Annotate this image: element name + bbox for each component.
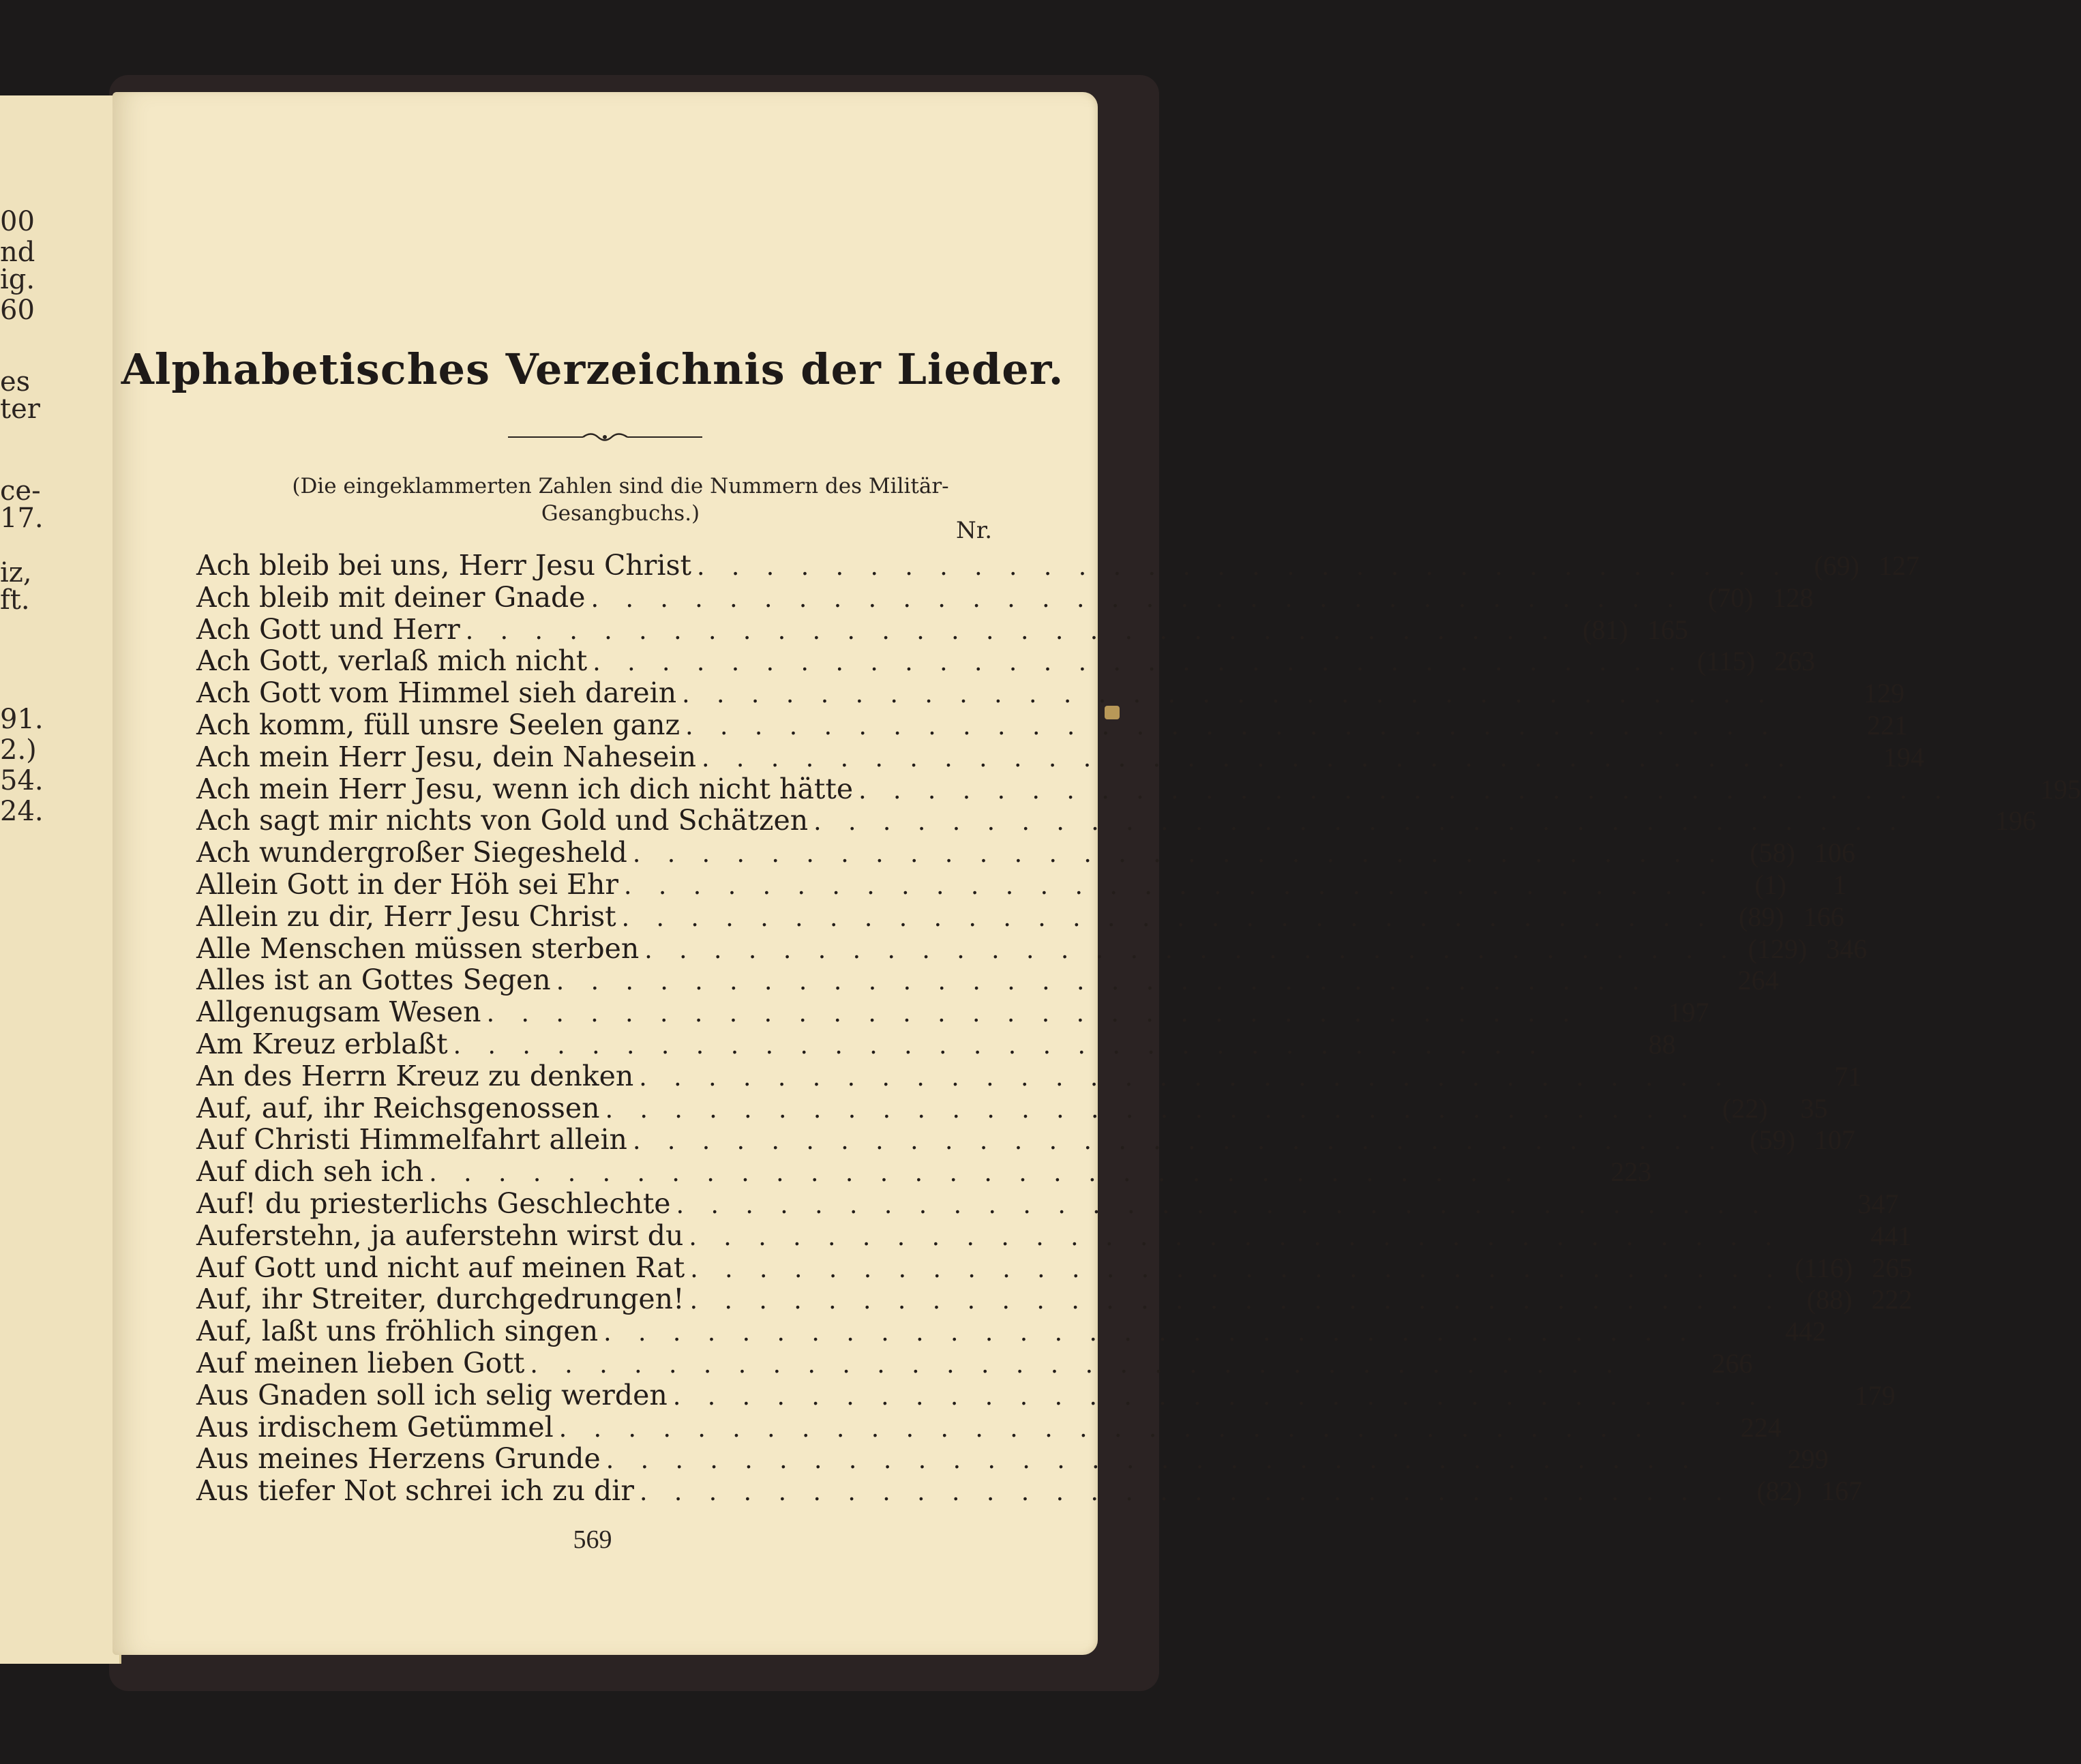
left-page-fragment: ig. [0, 264, 35, 295]
explanatory-note: (Die eingeklammerten Zahlen sind die Nummern des Militär-Gesangbuchs.) [292, 474, 949, 526]
index-row [196, 1315, 1827, 1348]
left-page-fragment: 17. [0, 503, 44, 534]
leader-dots: . . . . . . . . . . . . . . . . . . . . . . . . . . . . . . . . [632, 840, 1726, 869]
hymn-number: 179 [1854, 1379, 1896, 1411]
index-row [196, 804, 2037, 837]
leader-dots: . . . . . . . . . . . . . . . . . . . . . . . . . . . . . . . . [453, 1031, 1546, 1060]
hymn-title: Allgenugsam Wesen [196, 996, 481, 1029]
military-hymnal-number: (59) [1750, 1124, 1795, 1156]
hymn-number: 88 [1648, 1028, 1676, 1060]
left-page-fragment: iz, [0, 557, 32, 588]
hymn-number: 224 [1740, 1411, 1782, 1443]
military-hymnal-number: (82) [1756, 1476, 1802, 1507]
hymn-number: 222 [1871, 1284, 1913, 1315]
hymn-index-list [196, 549, 2081, 1508]
index-row [196, 867, 1846, 901]
leader-dots: . . . . . . . . . . . . . . . . . . . . . . . . . . . . . . . . [672, 1382, 1766, 1411]
hymn-number: 1 [1832, 869, 1846, 900]
leader-dots: . . . . . . . . . . . . . . . . . . . . . . . . . . . . . . . . [486, 1000, 1580, 1028]
hymn-title: Allein Gott in der Höh sei Ehr [196, 867, 619, 901]
leader-dots: . . . . . . . . . . . . . . . . . . . . . . . . . . . . . . . . [676, 1191, 1769, 1219]
leader-dots: . . . . . . . . . . . . . . . . . . . . . . . . . . . . . . . . [813, 808, 1907, 837]
hymn-title: Aus Gnaden soll ich selig werden [196, 1378, 668, 1411]
hymn-title: Alles ist an Gottes Segen [196, 963, 551, 997]
hymn-title: Allein zu dir, Herr Jesu Christ [196, 899, 616, 933]
leader-dots: . . . . . . . . . . . . . . . . . . . . . . . . . . . . . . . . [603, 1319, 1697, 1347]
military-hymnal-number: (58) [1750, 837, 1795, 869]
hymn-title: Ach mein Herr Jesu, wenn ich dich nicht hätte [196, 772, 854, 805]
index-row [196, 1474, 1862, 1508]
military-hymnal-number: (115) [1697, 646, 1756, 677]
leader-dots: . . . . . . . . . . . . . . . . . . . . . . . . . . . . . . . . [605, 1095, 1698, 1124]
index-row [196, 612, 1688, 646]
hymn-number: 347 [1857, 1188, 1899, 1219]
hymn-number: 35 [1800, 1092, 1828, 1124]
leader-dots: . . . . . . . . . . . . . . . . . . . . . . . . . . . . . . . . [702, 744, 1795, 773]
index-row [196, 1378, 1896, 1411]
hymn-number: 107 [1814, 1124, 1855, 1156]
hymn-title: Ach Gott, verlaß mich nicht [196, 644, 588, 678]
hymn-title: Ach mein Herr Jesu, dein Nahesein [196, 740, 697, 773]
hymn-title: Auf dich seh ich [196, 1155, 424, 1189]
page-title: Alphabetisches Verzeichnis der Lieder. [121, 344, 1064, 394]
leader-dots: . . . . . . . . . . . . . . . . . . . . . . . . . . . . . . . . [632, 1127, 1726, 1156]
hymn-number: 129 [1863, 678, 1905, 709]
hymn-number: 346 [1826, 933, 1868, 964]
index-row [196, 899, 1844, 933]
index-row [196, 1346, 1753, 1379]
leader-dots: . . . . . . . . . . . . . . . . . . . . . . . . . . . . . . . . [530, 1350, 1623, 1379]
leader-dots: . . . . . . . . . . . . . . . . . . . . . . . . . . . . . . . . [590, 584, 1684, 613]
hymn-number: 166 [1803, 901, 1844, 932]
hymn-title: Ach wundergroßer Siegesheld [196, 836, 627, 869]
leader-dots: . . . . . . . . . . . . . . . . . . . . . . . . . . . . . . . . [558, 1414, 1652, 1443]
index-row [196, 836, 1855, 869]
hymn-title: Ach sagt mir nichts von Gold und Schätzen [196, 804, 809, 837]
military-hymnal-number: (81) [1583, 614, 1628, 645]
hymn-number: 128 [1772, 582, 1814, 613]
hymn-title: Am Kreuz erblaßt [196, 1027, 448, 1060]
index-row [196, 708, 1908, 741]
hymn-title: Ach Gott und Herr [196, 612, 460, 646]
left-page-fragment: 00 [0, 206, 35, 237]
military-hymnal-number: (69) [1814, 550, 1859, 581]
hymn-number: 71 [1834, 1060, 1862, 1092]
leader-dots: . . . . . . . . . . . . . . . . . . . . . . . . . . . . . . . . [639, 1063, 1733, 1092]
leader-dots: . . . . . . . . . . . . . . . . . . . . . . . . . . . . . . . . [621, 903, 1715, 932]
hymn-number: 165 [1647, 614, 1688, 645]
military-hymnal-number: (1) [1754, 869, 1786, 900]
leader-dots: . . . . . . . . . . . . . . . . . . . . . . . . . . . . . . . . [690, 1255, 1784, 1283]
hymn-number: 106 [1814, 837, 1855, 869]
hymn-title: Aus tiefer Not schrei ich zu dir [196, 1474, 635, 1508]
military-hymnal-number: (22) [1722, 1092, 1768, 1124]
index-row [196, 1059, 1862, 1092]
index-row [196, 549, 1919, 582]
hymn-number: 263 [1774, 646, 1816, 677]
hymn-title: Auf! du priesterlichs Geschlechte [196, 1186, 671, 1220]
index-row [196, 996, 1709, 1029]
index-row [196, 1251, 1913, 1284]
left-page [0, 95, 121, 1664]
leader-dots: . . . . . . . . . . . . . . . . . . . . . . . . . . . . . . . . [624, 871, 1717, 900]
index-row [196, 1442, 1829, 1476]
hymn-number: 265 [1872, 1252, 1913, 1283]
leader-dots: . . . . . . . . . . . . . . . . . . . . . . . . . . . . . . . . [644, 936, 1738, 964]
military-hymnal-number: (70) [1707, 582, 1754, 613]
hymn-title: Alle Menschen müssen sterben [196, 931, 640, 965]
index-row [196, 1091, 1828, 1124]
hymn-title: Ach Gott vom Himmel sieh darein [196, 676, 677, 710]
left-page-fragment: es [0, 366, 31, 398]
hymn-number: 221 [1867, 709, 1908, 741]
index-row [196, 1410, 1782, 1444]
hymn-number: 299 [1787, 1444, 1829, 1475]
left-page-fragment: 24. [0, 796, 44, 827]
hymn-number: 127 [1878, 550, 1919, 581]
index-row [196, 1186, 1899, 1220]
index-row [196, 1283, 1913, 1316]
hymn-number: 264 [1737, 965, 1779, 996]
number-column-header: Nr. [956, 517, 993, 544]
hymn-title: Aus irdischem Getümmel [196, 1410, 554, 1444]
hymn-title: Ach bleib mit deiner Gnade [196, 580, 586, 614]
hymn-number: 442 [1785, 1316, 1827, 1347]
index-row [196, 1155, 1652, 1189]
military-hymnal-number: (89) [1738, 901, 1784, 932]
page-number: 569 [573, 1525, 612, 1554]
leader-dots: . . . . . . . . . . . . . . . . . . . . . . . . . . . . . . . . [858, 776, 1952, 805]
hymn-title: Ach komm, füll unsre Seelen ganz [196, 708, 680, 741]
hymn-title: Aus meines Herzens Grunde [196, 1442, 601, 1476]
leader-dots: . . . . . . . . . . . . . . . . . . . . . . . . . . . . . . . . [689, 1223, 1782, 1251]
left-page-fragment: ter [0, 393, 40, 425]
hymn-title: Auf, ihr Streiter, durchgedrungen! [196, 1283, 685, 1316]
hymn-number: 266 [1711, 1347, 1753, 1379]
hymn-title: Auf meinen lieben Gott [196, 1346, 525, 1379]
hymn-number: 441 [1870, 1220, 1912, 1251]
left-page-fragment: ce- [0, 475, 41, 507]
hymn-number: 223 [1611, 1156, 1652, 1188]
hymn-title: An des Herrn Kreuz zu denken [196, 1059, 634, 1092]
leader-dots: . . . . . . . . . . . . . . . . . . . . . . . . . . . . . . . . [429, 1159, 1523, 1188]
hymn-title: Auf Christi Himmelfahrt allein [196, 1123, 627, 1156]
index-row [196, 676, 1905, 710]
index-row [196, 1027, 1676, 1060]
index-row [196, 1123, 1855, 1156]
index-row [196, 580, 1814, 614]
hymn-title: Auferstehn, ja auferstehn wirst du [196, 1219, 684, 1252]
left-page-fragment: ft. [0, 584, 30, 616]
index-row [196, 644, 1816, 678]
index-row [196, 963, 1779, 997]
leader-dots: . . . . . . . . . . . . . . . . . . . . . . . . . . . . . . . . [593, 648, 1686, 677]
leader-dots: . . . . . . . . . . . . . . . . . . . . . . . . . . . . . . . . [689, 1287, 1783, 1315]
military-hymnal-number: (129) [1748, 933, 1808, 964]
military-hymnal-number: (116) [1795, 1252, 1853, 1283]
index-row [196, 1219, 1912, 1252]
ornament-divider-icon [508, 430, 702, 445]
index-row [196, 772, 2081, 805]
hymn-title: Ach bleib bei uns, Herr Jesu Christ [196, 549, 692, 582]
hymn-title: Auf, laßt uns fröhlich singen [196, 1315, 599, 1348]
hymn-number: 196 [1995, 805, 2037, 837]
leader-dots: . . . . . . . . . . . . . . . . . . . . . . . . . . . . . . . . [640, 1478, 1733, 1507]
left-page-fragment: 60 [0, 295, 35, 326]
military-hymnal-number: (88) [1806, 1284, 1853, 1315]
leader-dots: . . . . . . . . . . . . . . . . . . . . . . . . . . . . . . . . [682, 681, 1776, 709]
hymn-number: 195 [2040, 773, 2081, 805]
left-page-fragment: 2.) [0, 734, 37, 766]
left-page-fragment: 91. [0, 704, 44, 735]
hymn-number: 194 [1883, 741, 1924, 773]
leader-dots: . . . . . . . . . . . . . . . . . . . . . . . . . . . . . . . . [465, 616, 1559, 645]
leader-dots: . . . . . . . . . . . . . . . . . . . . . . . . . . . . . . . . [685, 712, 1779, 741]
index-row [196, 740, 1924, 773]
hymn-number: 167 [1821, 1476, 1862, 1507]
left-page-fragment: 54. [0, 765, 44, 796]
index-row [196, 931, 1868, 965]
leader-dots: . . . . . . . . . . . . . . . . . . . . . . . . . . . . . . . . [605, 1446, 1699, 1475]
hymn-title: Auf, auf, ihr Reichsgenossen [196, 1091, 600, 1124]
hymn-number: 197 [1668, 997, 1709, 1028]
hymn-title: Auf Gott und nicht auf meinen Rat [196, 1251, 685, 1284]
leader-dots: . . . . . . . . . . . . . . . . . . . . . . . . . . . . . . . . [556, 968, 1649, 996]
leader-dots: . . . . . . . . . . . . . . . . . . . . . . . . . . . . . . . . [697, 553, 1790, 581]
left-page-fragment: nd [0, 237, 35, 268]
